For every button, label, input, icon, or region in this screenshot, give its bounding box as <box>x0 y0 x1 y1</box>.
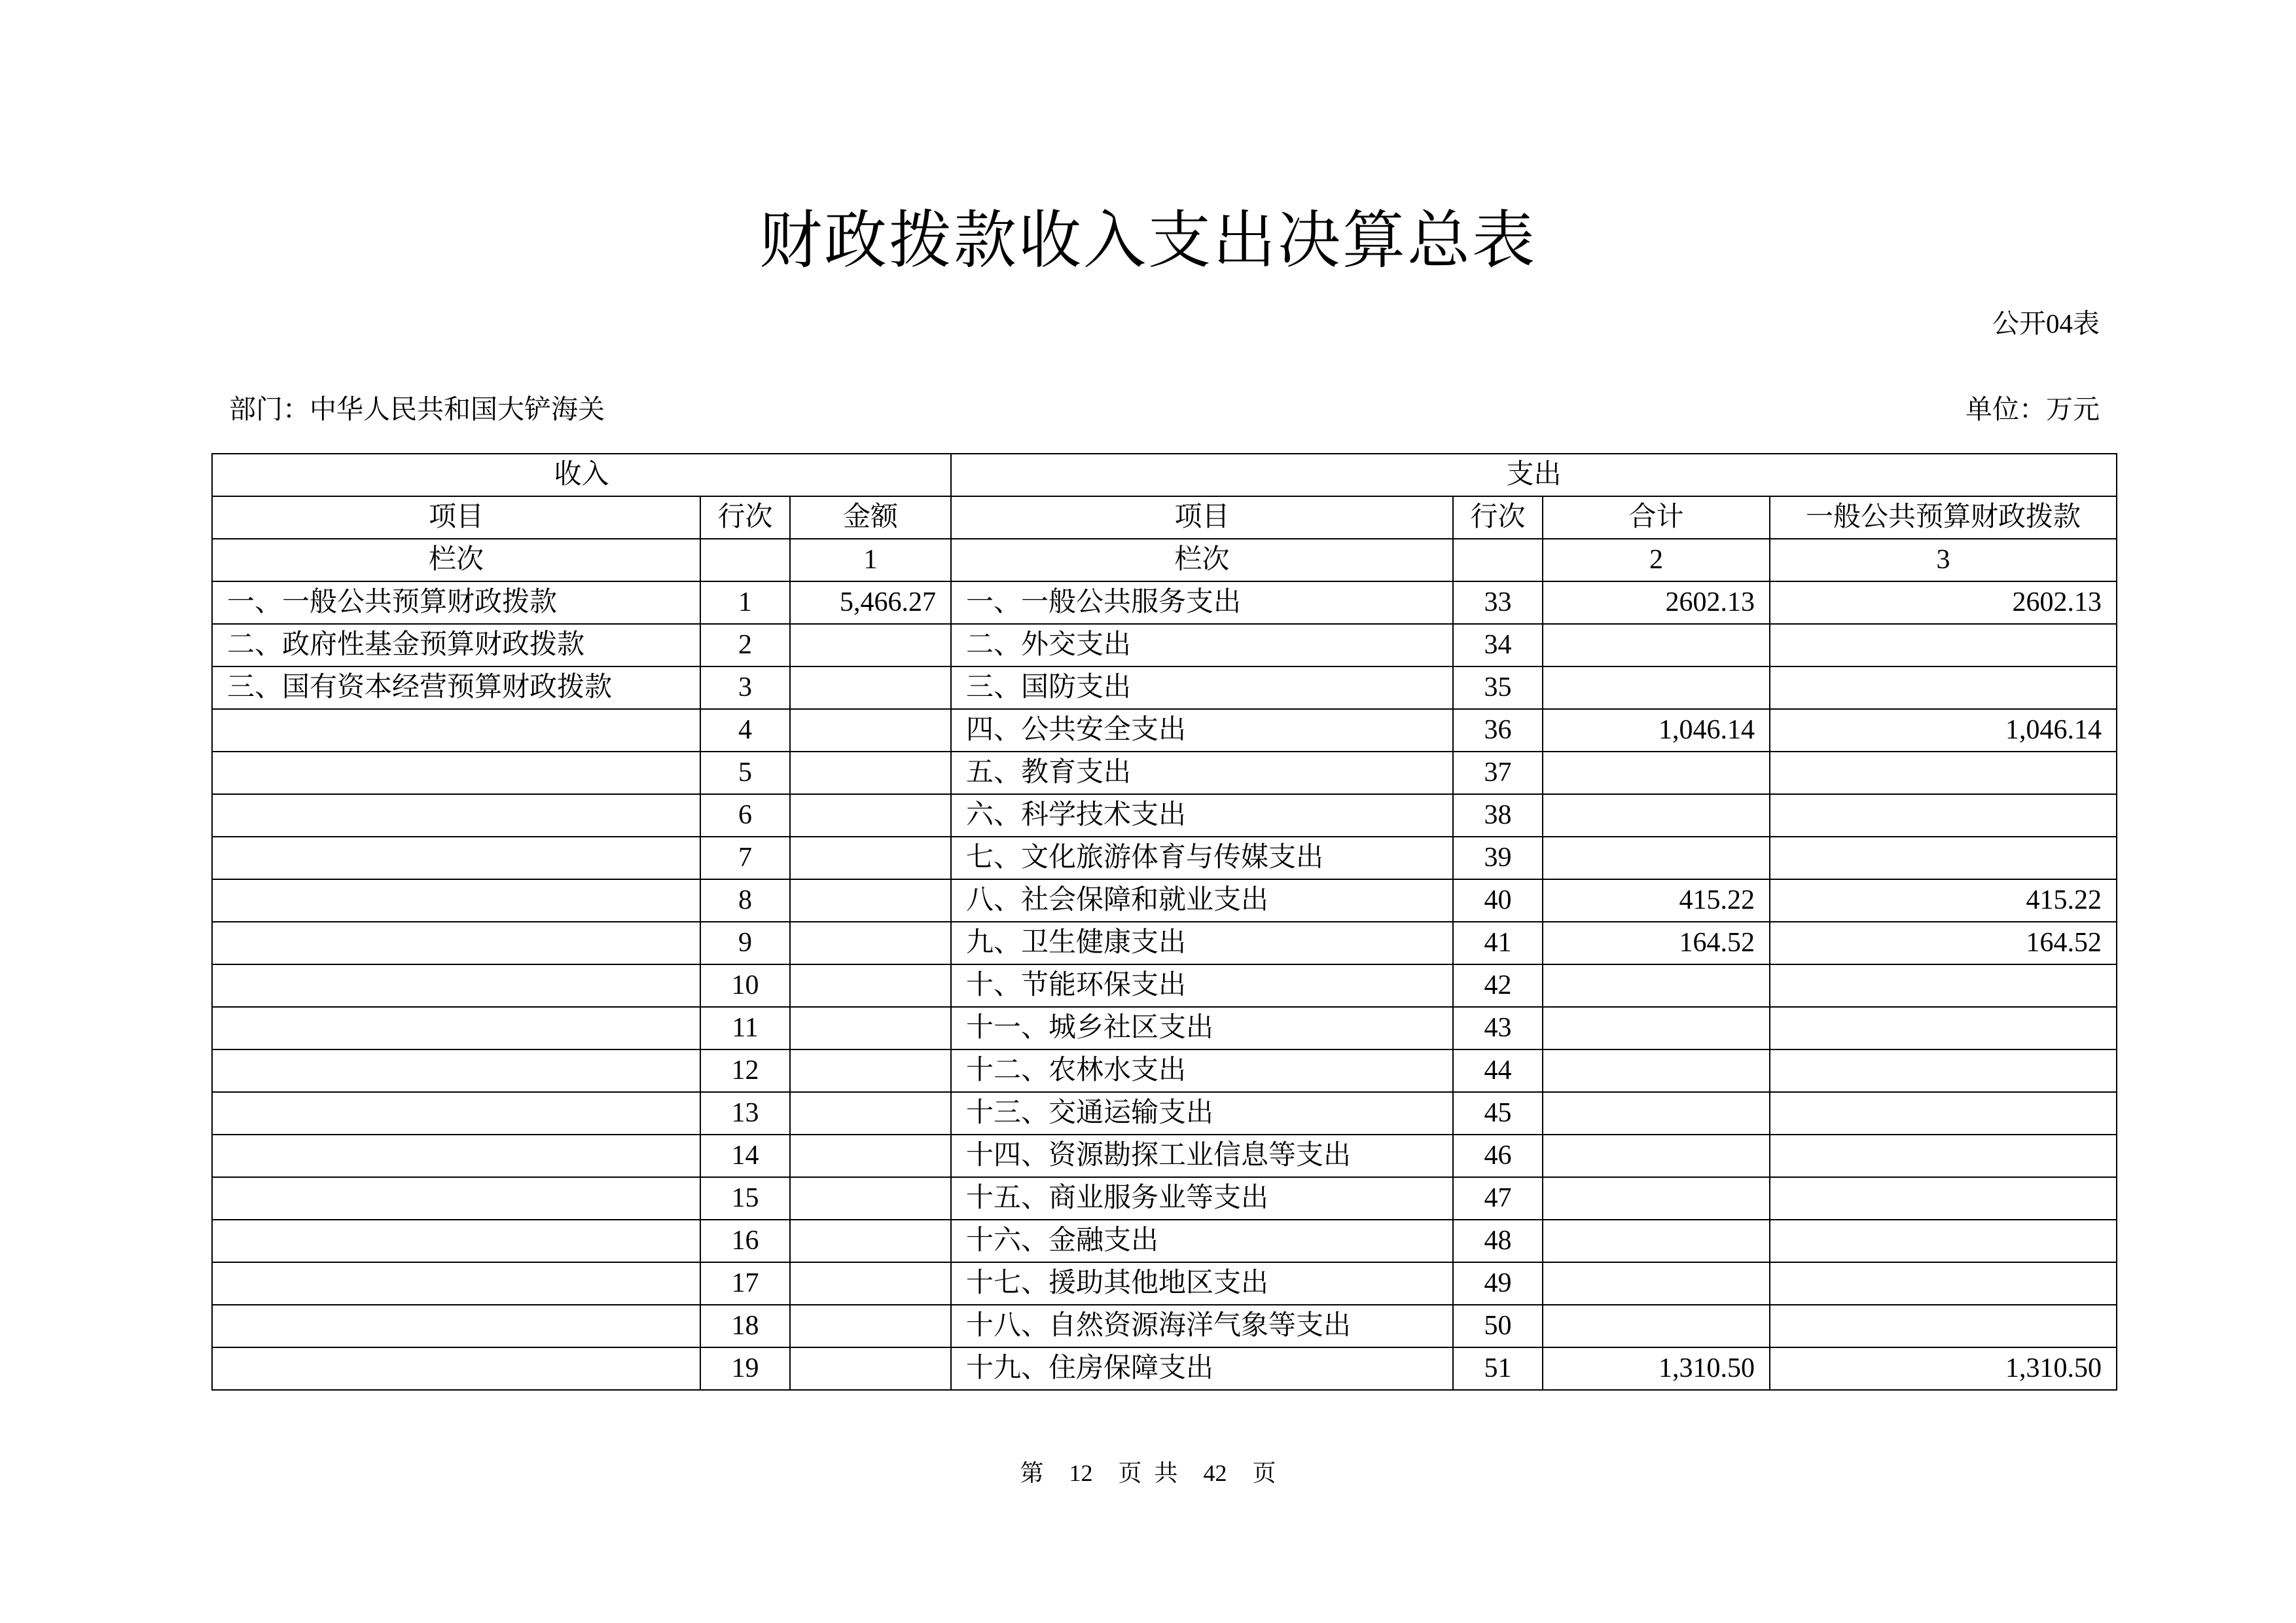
department-label: 部门：中华人民共和国大铲海关 <box>229 394 605 424</box>
expense-item-cell: 五、教育支出 <box>951 752 1453 794</box>
page-total: 42 <box>1203 1460 1227 1486</box>
expense-line-cell: 51 <box>1453 1347 1543 1390</box>
expense-total-index: 2 <box>1543 539 1770 581</box>
expense-total-cell: 1,046.14 <box>1543 709 1770 752</box>
expense-total-cell <box>1543 1177 1770 1220</box>
income-amount-cell <box>790 1049 951 1092</box>
expense-general-cell <box>1770 752 2117 794</box>
income-amount-cell <box>790 1305 951 1347</box>
table-row <box>212 837 2117 879</box>
income-line-index <box>700 539 790 581</box>
expense-total-cell: 164.52 <box>1543 922 1770 964</box>
income-amount-cell <box>790 1092 951 1135</box>
income-amount-cell <box>790 794 951 837</box>
expense-general-cell <box>1770 1305 2117 1347</box>
expense-item-cell: 十、节能环保支出 <box>951 964 1453 1007</box>
expense-general-cell <box>1770 1177 2117 1220</box>
expense-general-cell <box>1770 624 2117 666</box>
expense-line-cell: 44 <box>1453 1049 1543 1092</box>
income-amount-cell <box>790 837 951 879</box>
table-row <box>212 922 2117 964</box>
expense-general-cell: 2602.13 <box>1770 581 2117 624</box>
expense-item-cell: 十七、援助其他地区支出 <box>951 1262 1453 1305</box>
table-row <box>212 666 2117 709</box>
income-item-cell <box>212 752 700 794</box>
income-amount-cell <box>790 879 951 922</box>
expense-total-cell <box>1543 1305 1770 1347</box>
expense-general-cell: 1,046.14 <box>1770 709 2117 752</box>
expense-general-cell <box>1770 964 2117 1007</box>
income-line-cell: 1 <box>700 581 790 624</box>
expense-general-cell: 1,310.50 <box>1770 1347 2117 1390</box>
income-line-cell: 15 <box>700 1177 790 1220</box>
expense-item-cell: 十三、交通运输支出 <box>951 1092 1453 1135</box>
income-line-cell: 2 <box>700 624 790 666</box>
income-amount-cell <box>790 1262 951 1305</box>
table-row <box>212 709 2117 752</box>
income-line-cell: 7 <box>700 837 790 879</box>
income-item-cell <box>212 879 700 922</box>
expense-total-cell <box>1543 964 1770 1007</box>
expense-line-cell: 43 <box>1453 1007 1543 1049</box>
expense-total-cell <box>1543 1007 1770 1049</box>
form-code: 公开04表 <box>1992 308 2100 338</box>
income-line-cell: 4 <box>700 709 790 752</box>
expense-total-cell <box>1543 666 1770 709</box>
income-amount-cell <box>790 964 951 1007</box>
table-row <box>212 1049 2117 1092</box>
expense-total-cell: 415.22 <box>1543 879 1770 922</box>
income-item-cell <box>212 794 700 837</box>
table-row <box>212 1220 2117 1262</box>
table-row <box>212 794 2117 837</box>
expense-total-cell <box>1543 624 1770 666</box>
expense-general-cell <box>1770 1135 2117 1177</box>
income-line-cell: 19 <box>700 1347 790 1390</box>
income-item-header: 项目 <box>212 496 700 539</box>
page-prefix: 第 <box>1020 1460 1044 1486</box>
income-amount-cell <box>790 1347 951 1390</box>
column-header-row <box>212 496 2117 539</box>
expense-general-header: 一般公共预算财政拨款 <box>1770 496 2117 539</box>
expense-total-cell <box>1543 752 1770 794</box>
expense-total-cell <box>1543 1092 1770 1135</box>
expense-total-cell <box>1543 1049 1770 1092</box>
income-item-cell <box>212 1135 700 1177</box>
expense-line-cell: 45 <box>1453 1092 1543 1135</box>
expense-total-cell <box>1543 1220 1770 1262</box>
expense-item-cell: 二、外交支出 <box>951 624 1453 666</box>
income-amount-cell <box>790 624 951 666</box>
expense-general-cell <box>1770 837 2117 879</box>
expense-total-cell <box>1543 1135 1770 1177</box>
table-row <box>212 581 2117 624</box>
table-row <box>212 1262 2117 1305</box>
section-header-row <box>212 454 2117 496</box>
income-item-cell: 三、国有资本经营预算财政拨款 <box>212 666 700 709</box>
income-line-cell: 6 <box>700 794 790 837</box>
table-row <box>212 1007 2117 1049</box>
income-item-cell <box>212 1007 700 1049</box>
expense-general-cell <box>1770 794 2117 837</box>
income-item-cell <box>212 837 700 879</box>
income-item-cell <box>212 1049 700 1092</box>
income-amount-cell <box>790 922 951 964</box>
table-row <box>212 879 2117 922</box>
income-line-cell: 18 <box>700 1305 790 1347</box>
income-amount-cell <box>790 1007 951 1049</box>
income-item-cell: 一、一般公共预算财政拨款 <box>212 581 700 624</box>
table-row <box>212 752 2117 794</box>
expense-line-cell: 37 <box>1453 752 1543 794</box>
income-amount-cell <box>790 709 951 752</box>
expense-general-cell: 415.22 <box>1770 879 2117 922</box>
expense-item-cell: 十五、商业服务业等支出 <box>951 1177 1453 1220</box>
expense-line-cell: 33 <box>1453 581 1543 624</box>
table-row <box>212 1092 2117 1135</box>
income-item-cell <box>212 709 700 752</box>
income-line-cell: 13 <box>700 1092 790 1135</box>
expense-total-cell: 1,310.50 <box>1543 1347 1770 1390</box>
expense-item-index: 栏次 <box>951 539 1453 581</box>
expense-line-cell: 47 <box>1453 1177 1543 1220</box>
page-suffix: 页 <box>1252 1460 1276 1486</box>
expense-line-cell: 42 <box>1453 964 1543 1007</box>
expense-total-cell <box>1543 837 1770 879</box>
expense-total-header: 合计 <box>1543 496 1770 539</box>
expense-line-cell: 35 <box>1453 666 1543 709</box>
expense-line-cell: 38 <box>1453 794 1543 837</box>
income-item-cell <box>212 1220 700 1262</box>
column-index-row <box>212 539 2117 581</box>
income-item-cell <box>212 1092 700 1135</box>
expense-item-cell: 十六、金融支出 <box>951 1220 1453 1262</box>
expense-total-cell <box>1543 794 1770 837</box>
income-amount-index: 1 <box>790 539 951 581</box>
expense-general-cell: 164.52 <box>1770 922 2117 964</box>
income-amount-cell <box>790 666 951 709</box>
expense-total-cell: 2602.13 <box>1543 581 1770 624</box>
income-line-header: 行次 <box>700 496 790 539</box>
table-row <box>212 964 2117 1007</box>
expense-general-cell <box>1770 1220 2117 1262</box>
expense-line-index <box>1453 539 1543 581</box>
income-line-cell: 10 <box>700 964 790 1007</box>
expense-item-cell: 十二、农林水支出 <box>951 1049 1453 1092</box>
income-line-cell: 14 <box>700 1135 790 1177</box>
expense-line-header: 行次 <box>1453 496 1543 539</box>
income-line-cell: 12 <box>700 1049 790 1092</box>
expense-general-index: 3 <box>1770 539 2117 581</box>
expense-line-cell: 46 <box>1453 1135 1543 1177</box>
income-item-cell <box>212 1177 700 1220</box>
expense-line-cell: 50 <box>1453 1305 1543 1347</box>
expense-item-cell: 八、社会保障和就业支出 <box>951 879 1453 922</box>
expense-item-cell: 一、一般公共服务支出 <box>951 581 1453 624</box>
expense-item-cell: 六、科学技术支出 <box>951 794 1453 837</box>
income-item-cell <box>212 1305 700 1347</box>
page-footer <box>0 1457 2296 1489</box>
expense-line-cell: 34 <box>1453 624 1543 666</box>
expense-total-cell <box>1543 1262 1770 1305</box>
table-row <box>212 1135 2117 1177</box>
income-line-cell: 17 <box>700 1262 790 1305</box>
income-amount-cell <box>790 1135 951 1177</box>
income-line-cell: 5 <box>700 752 790 794</box>
expense-item-cell: 十九、住房保障支出 <box>951 1347 1453 1390</box>
income-line-cell: 9 <box>700 922 790 964</box>
expense-item-header: 项目 <box>951 496 1453 539</box>
table-row <box>212 1305 2117 1347</box>
expense-general-cell <box>1770 1007 2117 1049</box>
expense-general-cell <box>1770 666 2117 709</box>
table-row <box>212 1177 2117 1220</box>
income-item-cell <box>212 1262 700 1305</box>
table-row <box>212 1347 2117 1390</box>
expense-item-cell: 九、卫生健康支出 <box>951 922 1453 964</box>
income-header: 收入 <box>212 454 951 496</box>
expense-line-cell: 48 <box>1453 1220 1543 1262</box>
income-item-cell <box>212 964 700 1007</box>
income-amount-header: 金额 <box>790 496 951 539</box>
expense-line-cell: 39 <box>1453 837 1543 879</box>
income-line-cell: 11 <box>700 1007 790 1049</box>
expense-item-cell: 十四、资源勘探工业信息等支出 <box>951 1135 1453 1177</box>
expense-line-cell: 49 <box>1453 1262 1543 1305</box>
table-row <box>212 624 2117 666</box>
expense-general-cell <box>1770 1262 2117 1305</box>
income-item-index: 栏次 <box>212 539 700 581</box>
income-item-cell <box>212 1347 700 1390</box>
document-title: 财政拨款收入支出决算总表 <box>759 206 1537 276</box>
expense-item-cell: 三、国防支出 <box>951 666 1453 709</box>
income-item-cell: 二、政府性基金预算财政拨款 <box>212 624 700 666</box>
fiscal-appropriation-table <box>211 453 2117 1391</box>
expense-line-cell: 41 <box>1453 922 1543 964</box>
expense-item-cell: 十一、城乡社区支出 <box>951 1007 1453 1049</box>
expense-item-cell: 四、公共安全支出 <box>951 709 1453 752</box>
expense-general-cell <box>1770 1049 2117 1092</box>
income-amount-cell <box>790 1177 951 1220</box>
expense-general-cell <box>1770 1092 2117 1135</box>
expense-header: 支出 <box>951 454 2117 496</box>
expense-item-cell: 七、文化旅游体育与传媒支出 <box>951 837 1453 879</box>
income-amount-cell <box>790 752 951 794</box>
page-number: 12 <box>1069 1460 1093 1486</box>
income-amount-cell: 5,466.27 <box>790 581 951 624</box>
page-mid: 页 共 <box>1118 1460 1178 1486</box>
income-line-cell: 3 <box>700 666 790 709</box>
expense-line-cell: 36 <box>1453 709 1543 752</box>
income-amount-cell <box>790 1220 951 1262</box>
income-line-cell: 16 <box>700 1220 790 1262</box>
expense-item-cell: 十八、自然资源海洋气象等支出 <box>951 1305 1453 1347</box>
income-line-cell: 8 <box>700 879 790 922</box>
income-item-cell <box>212 922 700 964</box>
unit-label: 单位：万元 <box>1965 394 2100 424</box>
expense-line-cell: 40 <box>1453 879 1543 922</box>
